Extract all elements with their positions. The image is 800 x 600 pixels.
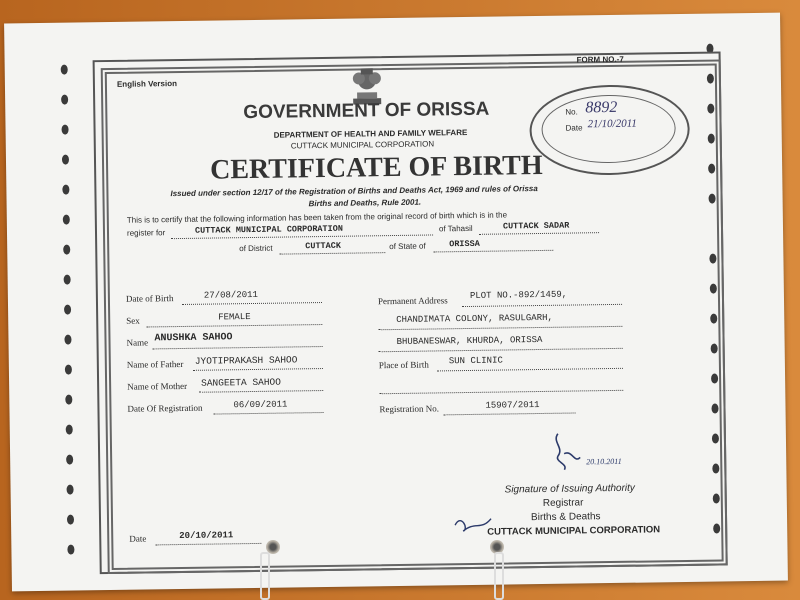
initials-scribble <box>451 509 497 536</box>
municipal-label: CUTTACK MUNICIPAL CORPORATION <box>290 139 435 151</box>
stamp-date-label: Date <box>565 123 583 133</box>
signature-date: 20.10.2011 <box>586 456 622 467</box>
reg-date-value: 06/09/2011 <box>233 399 288 411</box>
tahasil-value: CUTTACK SADAR <box>502 220 570 232</box>
tahasil-label: of Tahasil <box>438 223 473 234</box>
district-label: of District <box>239 243 273 254</box>
perforation-hole <box>67 485 74 495</box>
pob-label: Place of Birth <box>378 359 429 371</box>
binder-wire <box>260 552 270 600</box>
perforation-hole <box>65 395 72 405</box>
reg-no-value: 15907/2011 <box>485 400 540 411</box>
perforation-hole <box>64 305 71 315</box>
perforation-hole <box>61 95 68 105</box>
address-line-2: CHANDIMATA COLONY, RASULGARH, <box>396 312 553 325</box>
child-name-value: ANUSHKA SAHOO <box>154 332 233 345</box>
perforation-hole <box>61 125 68 135</box>
department-label: DEPARTMENT OF HEALTH AND FAMILY WELFARE <box>273 127 468 140</box>
pob-value: SUN CLINIC <box>448 355 503 367</box>
district-value: CUTTACK <box>305 240 341 252</box>
registrar-label: Registrar <box>542 497 584 509</box>
binder-wire <box>494 552 504 600</box>
signature-label: Signature of Issuing Authority <box>504 482 635 496</box>
mother-value: SANGEETA SAHOO <box>201 376 282 389</box>
footer-date-label: Date <box>129 533 147 544</box>
sex-label: Sex <box>126 315 140 326</box>
perforation-hole <box>63 215 70 225</box>
perforation-hole <box>62 155 69 165</box>
stamp-no-label: No. <box>565 107 578 117</box>
perforation-hole <box>67 545 74 555</box>
sex-value: FEMALE <box>218 312 251 323</box>
footer-date-value: 20/10/2011 <box>179 530 234 542</box>
state-value: ORISSA <box>449 238 480 250</box>
address-line-3: BHUBANESWAR, KHURDA, ORISSA <box>396 334 543 347</box>
register-for-value: CUTTACK MUNICIPAL CORPORATION <box>194 223 343 236</box>
perforation-hole <box>66 425 73 435</box>
signature-scribble <box>550 429 611 474</box>
perforation-hole <box>67 515 74 525</box>
certificate-paper <box>4 13 788 592</box>
perforation-hole <box>64 335 71 345</box>
address-line-1: PLOT NO.-892/1459, <box>469 289 568 301</box>
dob-label: Date of Birth <box>125 293 174 304</box>
perforation-hole <box>65 365 72 375</box>
perforation-hole <box>61 65 68 75</box>
births-deaths-label: Births & Deaths <box>530 511 601 524</box>
perforation-hole <box>66 455 73 465</box>
page-title: CERTIFICATE OF BIRTH <box>209 149 543 186</box>
state-label: of State of <box>389 241 426 252</box>
version-label: English Version <box>116 79 178 89</box>
issued-line-2: Births and Deaths, Rule 2001. <box>308 197 422 209</box>
issued-line-1: Issued under section 12/17 of the Registration of Births and Deaths Act, 1969 and rules of Orissa <box>170 184 538 199</box>
certify-line: This is to certify that the following information has been taken from the original record of birth which is in the <box>126 210 508 225</box>
dob-value: 27/08/2011 <box>203 289 258 301</box>
address-label: Permanent Address <box>377 295 448 307</box>
perforation-hole <box>64 275 71 285</box>
reg-no-label: Registration No. <box>379 403 440 415</box>
register-for-label: register for <box>126 228 166 238</box>
stamp-no-value: 8892 <box>585 98 618 117</box>
reg-date-label: Date Of Registration <box>127 402 203 414</box>
form-number: FORM NO.-7 <box>576 54 624 65</box>
corporation-label: CUTTACK MUNICIPAL CORPORATION <box>487 524 661 538</box>
perforation-hole <box>63 245 70 255</box>
perforation-hole <box>62 185 69 195</box>
name-label: Name <box>126 337 149 348</box>
father-label: Name of Father <box>126 358 184 370</box>
government-heading: GOVERNMENT OF ORISSA <box>243 98 490 124</box>
mother-label: Name of Mother <box>127 380 188 392</box>
stamp-date-value: 21/10/2011 <box>587 117 637 131</box>
father-value: JYOTIPRAKASH SAHOO <box>194 354 298 367</box>
